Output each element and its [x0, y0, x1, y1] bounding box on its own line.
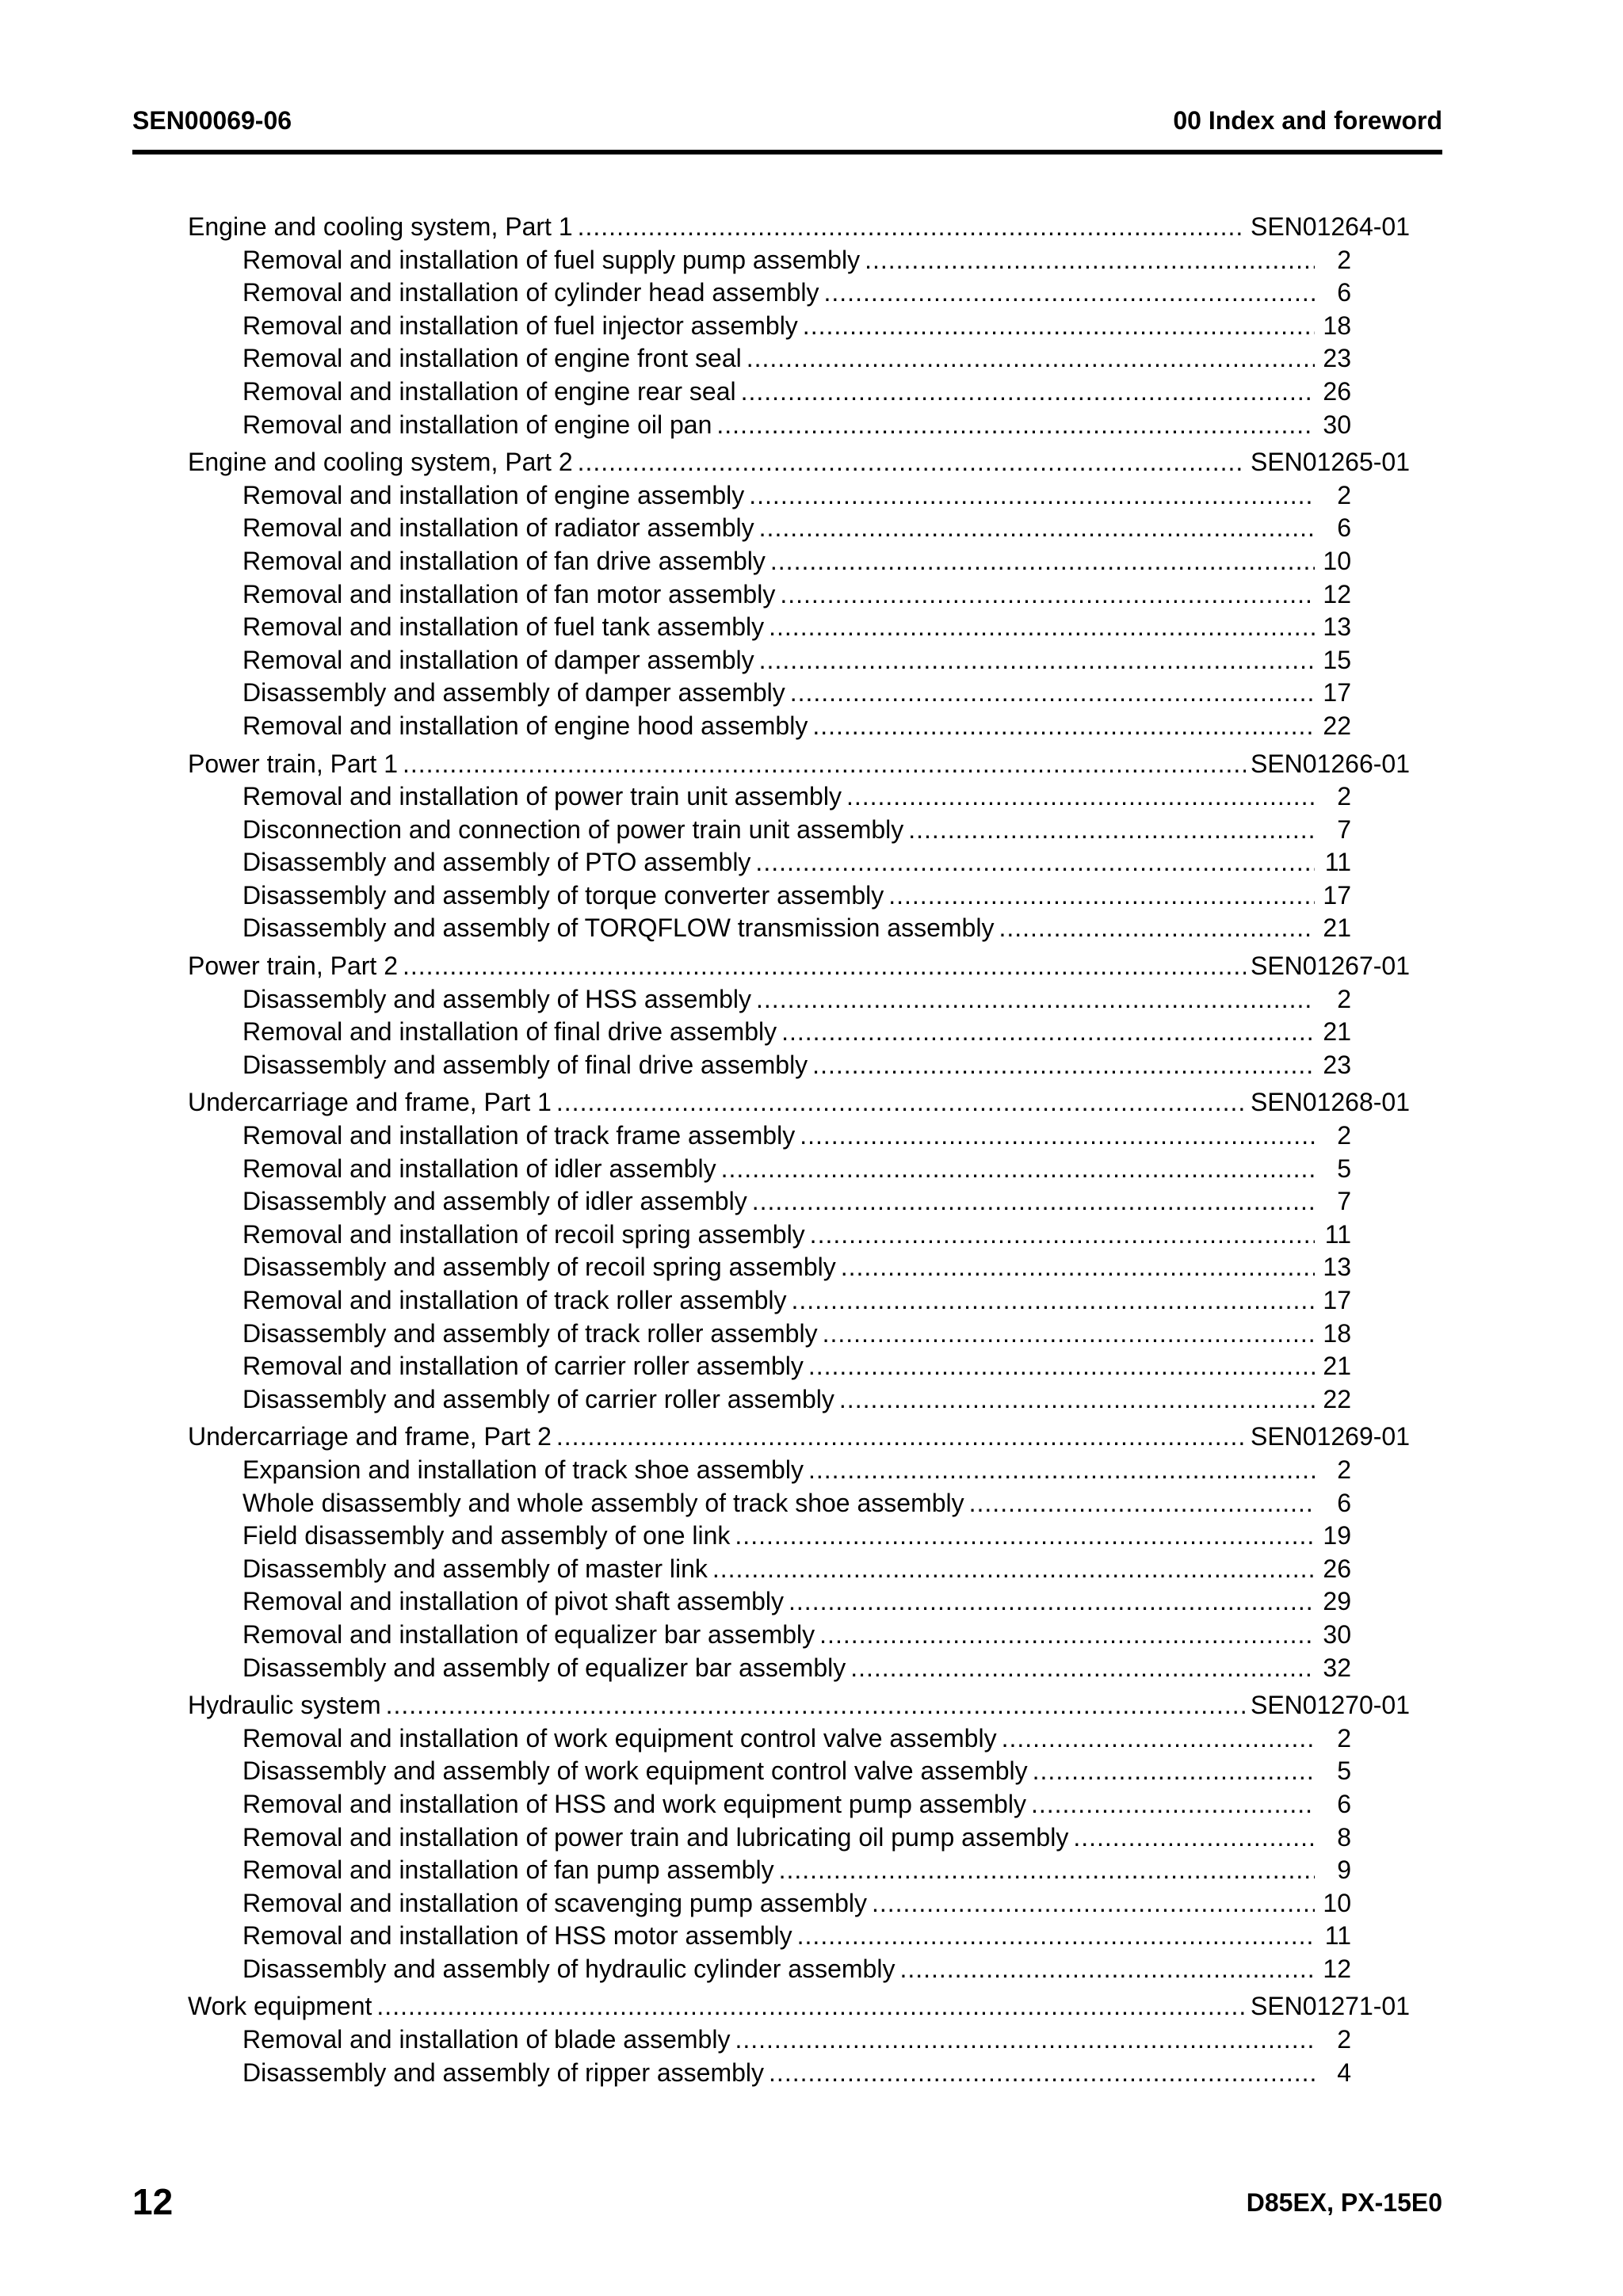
- toc-entry-title: Removal and installation of idler assembly: [242, 1154, 716, 1183]
- toc-section-title: Engine and cooling system, Part 1: [188, 212, 573, 241]
- dot-leader: [769, 2057, 1315, 2090]
- toc-section-title: Power train, Part 2: [188, 952, 398, 981]
- toc-entry-title: Removal and installation of engine front seal: [242, 344, 742, 373]
- dot-leader: [755, 846, 1315, 879]
- dot-leader: [403, 950, 1246, 983]
- toc-section-heading[interactable]: [188, 1689, 1410, 1722]
- toc-entry[interactable]: [188, 611, 1410, 644]
- toc-entry[interactable]: [188, 277, 1410, 310]
- toc-entry-title: Disassembly and assembly of PTO assembly: [242, 848, 751, 877]
- toc-entry-page: 10: [1323, 1888, 1351, 1917]
- toc-section: [188, 1421, 1410, 1684]
- toc-section: [188, 446, 1410, 742]
- dot-leader: [781, 1016, 1315, 1049]
- toc-entry[interactable]: [188, 479, 1410, 513]
- toc-entry[interactable]: [188, 1854, 1410, 1887]
- toc-section-code: SEN01267-01: [1250, 952, 1410, 981]
- toc-entry-page: 22: [1323, 711, 1351, 740]
- toc-entry[interactable]: [188, 1520, 1410, 1553]
- dot-leader: [1031, 1788, 1315, 1821]
- toc-entry[interactable]: [188, 1755, 1410, 1788]
- toc-entry[interactable]: [188, 409, 1410, 442]
- toc-entry-title: Removal and installation of radiator assembly: [242, 513, 754, 543]
- dot-leader: [790, 677, 1315, 710]
- toc-entry[interactable]: [188, 1553, 1410, 1586]
- toc-entry-title: Disassembly and assembly of master link: [242, 1554, 708, 1583]
- dot-leader: [770, 545, 1315, 578]
- toc-entry[interactable]: [188, 1251, 1410, 1284]
- toc-section-title: Undercarriage and frame, Part 2: [188, 1422, 552, 1451]
- toc-entry[interactable]: [188, 677, 1410, 710]
- page-header: [132, 106, 1442, 135]
- toc-entry-title: Whole disassembly and whole assembly of track shoe assembly: [242, 1488, 964, 1517]
- toc-entry-page: 5: [1337, 1154, 1351, 1183]
- toc-entry-title: Disassembly and assembly of idler assembly: [242, 1187, 747, 1216]
- toc-entry-title: Removal and installation of damper assembly: [242, 645, 754, 674]
- toc-entry[interactable]: [188, 310, 1410, 343]
- toc-section-heading[interactable]: [188, 748, 1410, 781]
- toc-entry[interactable]: [188, 1920, 1410, 1953]
- toc-entry[interactable]: [188, 376, 1410, 409]
- toc-section-heading[interactable]: [188, 1421, 1410, 1454]
- toc-entry-title: Disassembly and assembly of track roller assembly: [242, 1318, 818, 1348]
- dot-leader: [741, 376, 1315, 409]
- toc-entry-title: Disassembly and assembly of torque converter assembly: [242, 880, 884, 910]
- dot-leader: [759, 512, 1315, 545]
- dot-leader: [749, 479, 1315, 513]
- toc-entry[interactable]: [188, 814, 1410, 847]
- dot-leader: [839, 1383, 1315, 1417]
- page-number: 12: [132, 2181, 174, 2222]
- toc-entry-title: Removal and installation of HSS and work equipment pump assembly: [242, 1789, 1026, 1818]
- toc-entry-title: Removal and installation of fan drive assembly: [242, 546, 766, 575]
- toc-entry-page: 2: [1337, 782, 1351, 811]
- dot-leader: [823, 1318, 1315, 1351]
- dot-leader: [779, 1854, 1315, 1887]
- model-name: D85EX, PX-15E0: [1246, 2188, 1442, 2217]
- toc-entry-title: Removal and installation of scavenging pump assembly: [242, 1888, 867, 1917]
- toc-section: [188, 748, 1410, 946]
- toc-section-title: Hydraulic system: [188, 1691, 381, 1720]
- toc-entry-page: 2: [1337, 1121, 1351, 1150]
- dot-leader: [999, 912, 1315, 945]
- toc-entry-page: 26: [1323, 1554, 1351, 1583]
- toc-entry-title: Removal and installation of track roller assembly: [242, 1286, 787, 1314]
- toc-entry[interactable]: [188, 879, 1410, 913]
- toc-section-heading[interactable]: [188, 1990, 1410, 2023]
- dot-leader: [578, 446, 1246, 479]
- dot-leader: [810, 1219, 1315, 1252]
- dot-leader: [969, 1487, 1315, 1520]
- dot-leader: [752, 1185, 1315, 1219]
- toc-entry-title: Disassembly and assembly of damper assembly: [242, 678, 785, 707]
- document-code: SEN00069-06: [132, 106, 292, 135]
- toc-entry-title: Removal and installation of power train and lubricating oil pump assembly: [242, 1822, 1069, 1852]
- dot-leader: [1033, 1755, 1315, 1788]
- toc-entry-page: 13: [1323, 612, 1351, 642]
- toc-entry-page: 30: [1323, 410, 1351, 439]
- dot-leader: [556, 1086, 1246, 1119]
- dot-leader: [376, 1990, 1246, 2023]
- toc-section-title: Engine and cooling system, Part 2: [188, 448, 573, 477]
- dot-leader: [841, 1251, 1315, 1284]
- dot-leader: [721, 1153, 1315, 1186]
- toc-entry-page: 17: [1323, 880, 1351, 910]
- toc-section-title: Power train, Part 1: [188, 749, 398, 778]
- toc-entry-page: 11: [1324, 1219, 1351, 1249]
- toc-entry[interactable]: [188, 1284, 1410, 1318]
- toc-section: [188, 1086, 1410, 1416]
- toc-section-code: SEN01265-01: [1250, 448, 1410, 477]
- toc-entry-title: Disassembly and assembly of hydraulic cylinder assembly: [242, 1954, 896, 1983]
- toc-entry-title: Removal and installation of HSS motor assembly: [242, 1921, 792, 1951]
- toc-entry-page: 22: [1323, 1384, 1351, 1413]
- toc-section-code: SEN01269-01: [1250, 1422, 1410, 1451]
- table-of-contents: [188, 211, 1410, 2094]
- dot-leader: [908, 814, 1315, 847]
- toc-entry-title: Removal and installation of track frame assembly: [242, 1121, 796, 1150]
- toc-entry[interactable]: [188, 1049, 1410, 1082]
- toc-section-heading[interactable]: [188, 211, 1410, 244]
- toc-entry[interactable]: [188, 1185, 1410, 1219]
- dot-leader: [865, 244, 1315, 277]
- toc-entry-page: 6: [1337, 1789, 1351, 1818]
- toc-entry-title: Disconnection and connection of power train unit assembly: [242, 814, 904, 844]
- toc-entry-title: Removal and installation of engine hood assembly: [242, 711, 808, 740]
- toc-entry-page: 26: [1323, 376, 1351, 406]
- toc-entry[interactable]: [188, 1153, 1410, 1186]
- toc-entry-page: 5: [1337, 1756, 1351, 1786]
- toc-entry[interactable]: [188, 1821, 1410, 1855]
- toc-entry-title: Removal and installation of blade assembly: [242, 2025, 731, 2054]
- toc-entry-title: Removal and installation of engine assembly: [242, 480, 745, 509]
- toc-entry-title: Removal and installation of work equipment control valve assembly: [242, 1723, 997, 1753]
- toc-entry-title: Removal and installation of fan motor assembly: [242, 579, 776, 608]
- toc-section-code: SEN01270-01: [1250, 1691, 1410, 1720]
- toc-entry-title: Expansion and installation of track shoe assembly: [242, 1455, 804, 1484]
- toc-entry[interactable]: [188, 1585, 1410, 1619]
- dot-leader: [899, 1953, 1315, 1986]
- toc-entry-title: Removal and installation of pivot shaft assembly: [242, 1587, 785, 1616]
- toc-entry[interactable]: [188, 1219, 1410, 1252]
- toc-entry-page: 12: [1323, 579, 1351, 608]
- toc-entry-page: 29: [1323, 1587, 1351, 1616]
- toc-entry-title: Disassembly and assembly of TORQFLOW transmission assembly: [242, 913, 995, 943]
- toc-section-code: SEN01271-01: [1250, 1992, 1410, 2021]
- toc-entry-page: 8: [1337, 1822, 1351, 1852]
- toc-section: [188, 1990, 1410, 2089]
- dot-leader: [819, 1619, 1315, 1652]
- toc-entry-page: 2: [1337, 480, 1351, 509]
- section-title: 00 Index and foreword: [1173, 106, 1442, 135]
- toc-entry-page: 7: [1337, 814, 1351, 844]
- toc-entry-page: 21: [1323, 913, 1351, 943]
- toc-entry-page: 11: [1324, 1921, 1351, 1951]
- dot-leader: [792, 1284, 1315, 1318]
- dot-leader: [1002, 1722, 1315, 1756]
- dot-leader: [556, 1421, 1246, 1454]
- dot-leader: [747, 342, 1315, 376]
- dot-leader: [759, 644, 1315, 677]
- toc-entry-title: Removal and installation of engine oil pan: [242, 410, 712, 439]
- toc-entry-page: 9: [1337, 1855, 1351, 1885]
- toc-entry-page: 10: [1323, 546, 1351, 575]
- toc-entry-page: 30: [1323, 1619, 1351, 1649]
- dot-leader: [888, 879, 1315, 913]
- dot-leader: [803, 310, 1315, 343]
- toc-entry[interactable]: [188, 578, 1410, 612]
- toc-entry[interactable]: [188, 1119, 1410, 1153]
- toc-entry[interactable]: [188, 1887, 1410, 1920]
- toc-entry-page: 21: [1323, 1017, 1351, 1047]
- toc-entry-title: Disassembly and assembly of equalizer bar assembly: [242, 1653, 846, 1682]
- toc-entry-page: 2: [1337, 1455, 1351, 1484]
- dot-leader: [846, 780, 1315, 814]
- toc-entry-title: Disassembly and assembly of work equipment control valve assembly: [242, 1756, 1028, 1786]
- toc-entry-page: 23: [1323, 1050, 1351, 1079]
- toc-entry[interactable]: [188, 545, 1410, 578]
- dot-leader: [797, 1920, 1315, 1953]
- toc-entry-page: 15: [1323, 645, 1351, 674]
- toc-entry-title: Removal and installation of fuel tank assembly: [242, 612, 765, 642]
- dot-leader: [808, 1454, 1315, 1487]
- dot-leader: [712, 1553, 1315, 1586]
- toc-entry-page: 6: [1337, 1488, 1351, 1517]
- toc-entry-page: 6: [1337, 513, 1351, 543]
- toc-entry-page: 21: [1323, 1352, 1351, 1381]
- toc-entry[interactable]: [188, 342, 1410, 376]
- toc-entry-page: 12: [1323, 1954, 1351, 1983]
- toc-section-title: Undercarriage and frame, Part 1: [188, 1088, 552, 1117]
- toc-entry[interactable]: [188, 846, 1410, 879]
- toc-entry-title: Removal and installation of recoil spring assembly: [242, 1219, 805, 1249]
- toc-entry-page: 7: [1337, 1187, 1351, 1216]
- toc-entry-page: 2: [1337, 984, 1351, 1013]
- toc-entry[interactable]: [188, 244, 1410, 277]
- toc-entry[interactable]: [188, 710, 1410, 743]
- toc-entry[interactable]: [188, 1953, 1410, 1986]
- toc-entry-page: 23: [1323, 344, 1351, 373]
- toc-section: [188, 211, 1410, 441]
- dot-leader: [812, 710, 1315, 743]
- toc-entry-page: 18: [1323, 311, 1351, 340]
- dot-leader: [872, 1887, 1315, 1920]
- toc-entry[interactable]: [188, 1652, 1410, 1685]
- toc-entry-title: Removal and installation of cylinder head assembly: [242, 278, 819, 307]
- dot-leader: [824, 277, 1316, 310]
- toc-entry-title: Removal and installation of fuel supply pump assembly: [242, 245, 861, 274]
- toc-entry[interactable]: [188, 983, 1410, 1016]
- toc-entry-page: 2: [1337, 245, 1351, 274]
- dot-leader: [800, 1119, 1315, 1153]
- toc-entry-page: 17: [1323, 678, 1351, 707]
- dot-leader: [716, 409, 1315, 442]
- toc-entry[interactable]: [188, 1383, 1410, 1417]
- header-rule: [132, 150, 1442, 154]
- toc-entry[interactable]: [188, 1788, 1410, 1821]
- toc-entry-title: Removal and installation of fuel injector assembly: [242, 311, 798, 340]
- toc-entry[interactable]: [188, 1016, 1410, 1049]
- dot-leader: [850, 1652, 1315, 1685]
- dot-leader: [756, 983, 1315, 1016]
- toc-section-code: SEN01264-01: [1250, 212, 1410, 241]
- toc-entry[interactable]: [188, 2023, 1410, 2057]
- dot-leader: [403, 748, 1246, 781]
- toc-section-code: SEN01266-01: [1250, 749, 1410, 778]
- toc-entry[interactable]: [188, 1318, 1410, 1351]
- toc-entry-title: Field disassembly and assembly of one link: [242, 1521, 731, 1550]
- toc-entry[interactable]: [188, 644, 1410, 677]
- toc-entry-page: 11: [1324, 848, 1351, 877]
- toc-entry-page: 13: [1323, 1253, 1351, 1282]
- toc-section-heading[interactable]: [188, 950, 1410, 983]
- toc-entry[interactable]: [188, 1722, 1410, 1756]
- toc-entry-page: 18: [1323, 1318, 1351, 1348]
- dot-leader: [735, 2023, 1315, 2057]
- toc-entry-page: 6: [1337, 278, 1351, 307]
- toc-entry-page: 2: [1337, 1723, 1351, 1753]
- dot-leader: [812, 1049, 1315, 1082]
- toc-entry-title: Removal and installation of engine rear seal: [242, 376, 736, 406]
- dot-leader: [735, 1520, 1315, 1553]
- toc-section-title: Work equipment: [188, 1992, 372, 2021]
- toc-entry-page: 17: [1323, 1286, 1351, 1314]
- toc-entry[interactable]: [188, 1454, 1410, 1487]
- toc-entry-page: 32: [1323, 1653, 1351, 1682]
- toc-entry-title: Disassembly and assembly of ripper assembly: [242, 2058, 765, 2087]
- dot-leader: [1073, 1821, 1315, 1855]
- toc-section-heading[interactable]: [188, 446, 1410, 479]
- toc-section: [188, 1689, 1410, 1985]
- dot-leader: [769, 611, 1315, 644]
- toc-entry[interactable]: [188, 1487, 1410, 1520]
- toc-entry-title: Removal and installation of power train unit assembly: [242, 782, 842, 811]
- dot-leader: [386, 1689, 1246, 1722]
- toc-entry-title: Removal and installation of final drive assembly: [242, 1017, 777, 1047]
- toc-entry-title: Disassembly and assembly of final drive assembly: [242, 1050, 808, 1079]
- dot-leader: [578, 211, 1246, 244]
- toc-entry-title: Disassembly and assembly of recoil spring assembly: [242, 1253, 836, 1282]
- toc-entry[interactable]: [188, 512, 1410, 545]
- toc-entry[interactable]: [188, 912, 1410, 945]
- toc-entry[interactable]: [188, 1619, 1410, 1652]
- toc-entry-title: Removal and installation of equalizer bar assembly: [242, 1619, 815, 1649]
- toc-entry-title: Disassembly and assembly of carrier roller assembly: [242, 1384, 834, 1413]
- toc-entry-title: Removal and installation of carrier roller assembly: [242, 1352, 804, 1381]
- toc-entry-page: 4: [1337, 2058, 1351, 2087]
- toc-entry[interactable]: [188, 2057, 1410, 2090]
- toc-section-heading[interactable]: [188, 1086, 1410, 1119]
- dot-leader: [789, 1585, 1315, 1619]
- toc-entry-title: Disassembly and assembly of HSS assembly: [242, 984, 752, 1013]
- toc-entry-page: 19: [1323, 1521, 1351, 1550]
- dot-leader: [808, 1350, 1315, 1383]
- toc-entry-title: Removal and installation of fan pump assembly: [242, 1855, 774, 1885]
- toc-section-code: SEN01268-01: [1250, 1088, 1410, 1117]
- toc-entry[interactable]: [188, 780, 1410, 814]
- toc-entry[interactable]: [188, 1350, 1410, 1383]
- toc-section: [188, 950, 1410, 1081]
- toc-entry-page: 2: [1337, 2025, 1351, 2054]
- dot-leader: [780, 578, 1315, 612]
